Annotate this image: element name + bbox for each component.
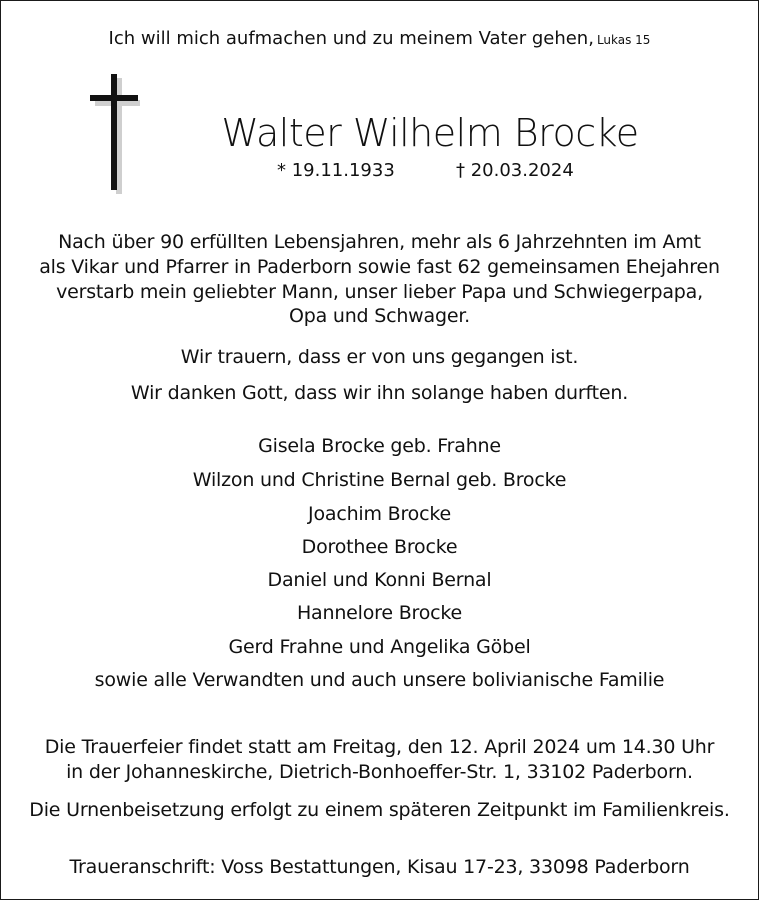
- deceased-name: Walter Wilhelm Brocke: [221, 111, 639, 155]
- mourning-address: Traueranschrift: Voss Bestattungen, Kisau 17-23, 33098 Paderborn: [69, 856, 690, 878]
- burial-note: Die Urnenbeisetzung erfolgt zu einem späteren Zeitpunkt im Familienkreis.: [29, 799, 730, 821]
- mourner-name: sowie alle Verwandten und auch unsere bolivianische Familie: [94, 669, 665, 691]
- bible-quote-text: Ich will mich aufmachen und zu meinem Vater gehen,: [108, 28, 594, 49]
- mourner-name: Hannelore Brocke: [296, 602, 463, 624]
- service-line: Die Trauerfeier findet statt am Freitag, den 12. April 2024 um 14.30 Uhr: [44, 736, 715, 758]
- body-line: als Vikar und Pfarrer in Paderborn sowie fast 62 gemeinsamen Ehejahren: [39, 256, 720, 278]
- service-line: in der Johanneskirche, Dietrich-Bonhoeffer-Str. 1, 33102 Paderborn.: [66, 761, 693, 783]
- cross-icon: [90, 74, 140, 194]
- body-line: Nach über 90 erfüllten Lebensjahren, mehr als 6 Jahrzehnten im Amt: [58, 231, 701, 253]
- mourner-name: Wilzon und Christine Bernal geb. Brocke: [192, 469, 567, 491]
- mourning-line: Wir danken Gott, dass wir ihn solange haben durften.: [130, 382, 629, 404]
- bible-quote: [0, 28, 759, 51]
- body-line: Opa und Schwager.: [288, 305, 471, 327]
- mourner-name: Gisela Brocke geb. Frahne: [258, 435, 501, 457]
- birth-date: * 19.11.1933: [277, 160, 395, 181]
- mourning-line: Wir trauern, dass er von uns gegangen ist.: [180, 346, 579, 368]
- mourner-name: Gerd Frahne und Angelika Göbel: [228, 636, 531, 658]
- mourner-name: Joachim Brocke: [308, 503, 451, 525]
- death-date: † 20.03.2024: [456, 160, 574, 181]
- body-line: verstarb mein geliebter Mann, unser lieber Papa und Schwiegerpapa,: [56, 281, 703, 303]
- mourner-name: Dorothee Brocke: [301, 536, 458, 558]
- mourner-name: Daniel und Konni Bernal: [267, 569, 492, 591]
- bible-reference: Lukas 15: [596, 33, 651, 47]
